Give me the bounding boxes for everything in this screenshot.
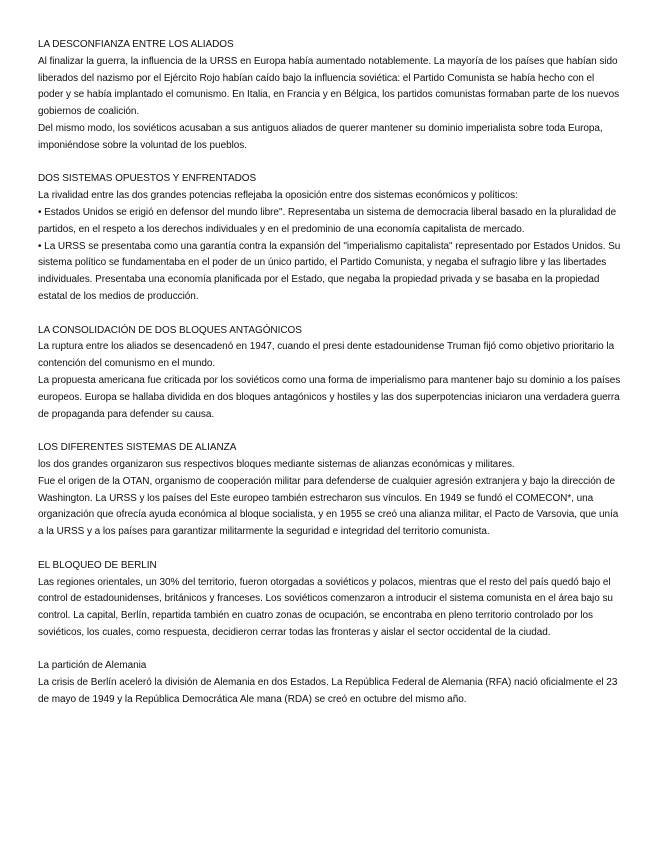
section-heading: LA CONSOLIDACIÓN DE DOS BLOQUES ANTAGÓNICOS: [38, 324, 302, 336]
paragraph: los dos grandes organizaron sus respectivos bloques mediante sistemas de alianzas económicas y militares.: [38, 458, 515, 470]
section-particion-alemania: [38, 658, 622, 708]
document-page: [38, 37, 622, 726]
section-bloqueo-berlin: [38, 558, 622, 642]
paragraph: Fue el origen de la OTAN, organismo de cooperación militar para defenderse de cualquier agresión extranjera y bajo la dirección de Washington. La URSS y los países del Este europeo también estrecharon sus vínculos. En 1949 se fundó el COMECON*, una organización que ofrecía ayuda económica al bloque socialista, y en 1955 se creó una alianza militar, el Pacto de Varsovia, que unía a la URSS y a los países para garantizar militarmente la seguridad e integridad del territorio comunista.: [38, 475, 619, 538]
paragraph: La crisis de Berlín aceleró la división de Alemania en dos Estados. La República Federal de Alemania (RFA) nació oficialmente el 23 de mayo de 1949 y la República Democrática Ale mana (RDA) se creó en octubre del mismo año.: [38, 677, 618, 706]
paragraph: Al finalizar la guerra, la influencia de la URSS en Europa había aumentado notablemente. La mayoría de los países que habían sido liberados del nazismo por el Ejército Rojo habían caído bajo la influencia soviética: el Partido Comunista se había hecho con el poder y se había implantado el comunismo. En Italia, en Francia y en Bélgica, los partidos comunistas formaban parte de los nuevos gobiernos de coalición.: [38, 55, 620, 118]
paragraph: La propuesta americana fue criticada por los soviéticos como una forma de imperialismo para mantener bajo su dominio a los países europeos. Europa se hallaba dividida en dos bloques antagónicos y hostiles y las dos superpotencias iniciaron una verdadera guerra de propaganda para defender su causa.: [38, 374, 621, 420]
section-bloques-antagonicos: [38, 323, 622, 424]
paragraph: Las regiones orientales, un 30% del territorio, fueron otorgadas a soviéticos y polacos, mientras que el resto del país quedó bajo el control de estadounidenses, británicos y franceses. Los soviéticos comenzaron a introducir el sistema comunista en el área bajo su control. La capital, Berlín, repartida también en cuatro zonas de ocupación, se encontraba en pleno territorio controlado por los soviéticos, los cuales, como respuesta, decidieron cerrar todas las fronteras y aislar el sector occidental de la ciudad.: [38, 576, 613, 638]
section-heading: DOS SISTEMAS OPUESTOS Y ENFRENTADOS: [38, 173, 257, 185]
section-heading: EL BLOQUEO DE BERLIN: [38, 559, 157, 571]
section-heading: La partición de Alemania: [38, 660, 147, 672]
paragraph: Del mismo modo, los soviéticos acusaban a sus antiguos aliados de querer mantener su dominio imperialista sobre toda Europa, imponiéndose sobre la voluntad de los pueblos.: [38, 122, 603, 151]
section-heading: LA DESCONFIANZA ENTRE LOS ALIADOS: [38, 39, 234, 50]
section-heading: LOS DIFERENTES SISTEMAS DE ALIANZA: [38, 442, 237, 454]
section-sistemas-opuestos: [38, 171, 622, 305]
paragraph: La rivalidad entre las dos grandes potencias reflejaba la oposición entre dos sistemas económicos y políticos:: [38, 190, 518, 202]
section-desconfianza: [38, 37, 622, 155]
paragraph: La ruptura entre los aliados se desencadenó en 1947, cuando el presi dente estadounidense Truman fijó como objetivo prioritario la contención del comunismo en el mundo.: [38, 341, 615, 370]
section-sistemas-alianza: [38, 440, 622, 541]
bullet-paragraph: • La URSS se presentaba como una garantía contra la expansión del "imperialismo capitalista" representado por Estados Unidos. Su sistema político se fundamentaba en el poder de un único partido, el Partido Comunista, y negaba el sufragio libre y las libertades individuales. Presentaba una economía planificada por el Estado, que negaba la propiedad privada y se basaba en la propiedad estatal de los medios de producción.: [38, 240, 621, 302]
bullet-paragraph: • Estados Unidos se erigió en defensor del mundo libre". Representaba un sistema de democracia liberal basado en la pluralidad de partidos, en el respeto a los derechos individuales y en el predominio de una economía capitalista de mercado.: [38, 206, 617, 235]
